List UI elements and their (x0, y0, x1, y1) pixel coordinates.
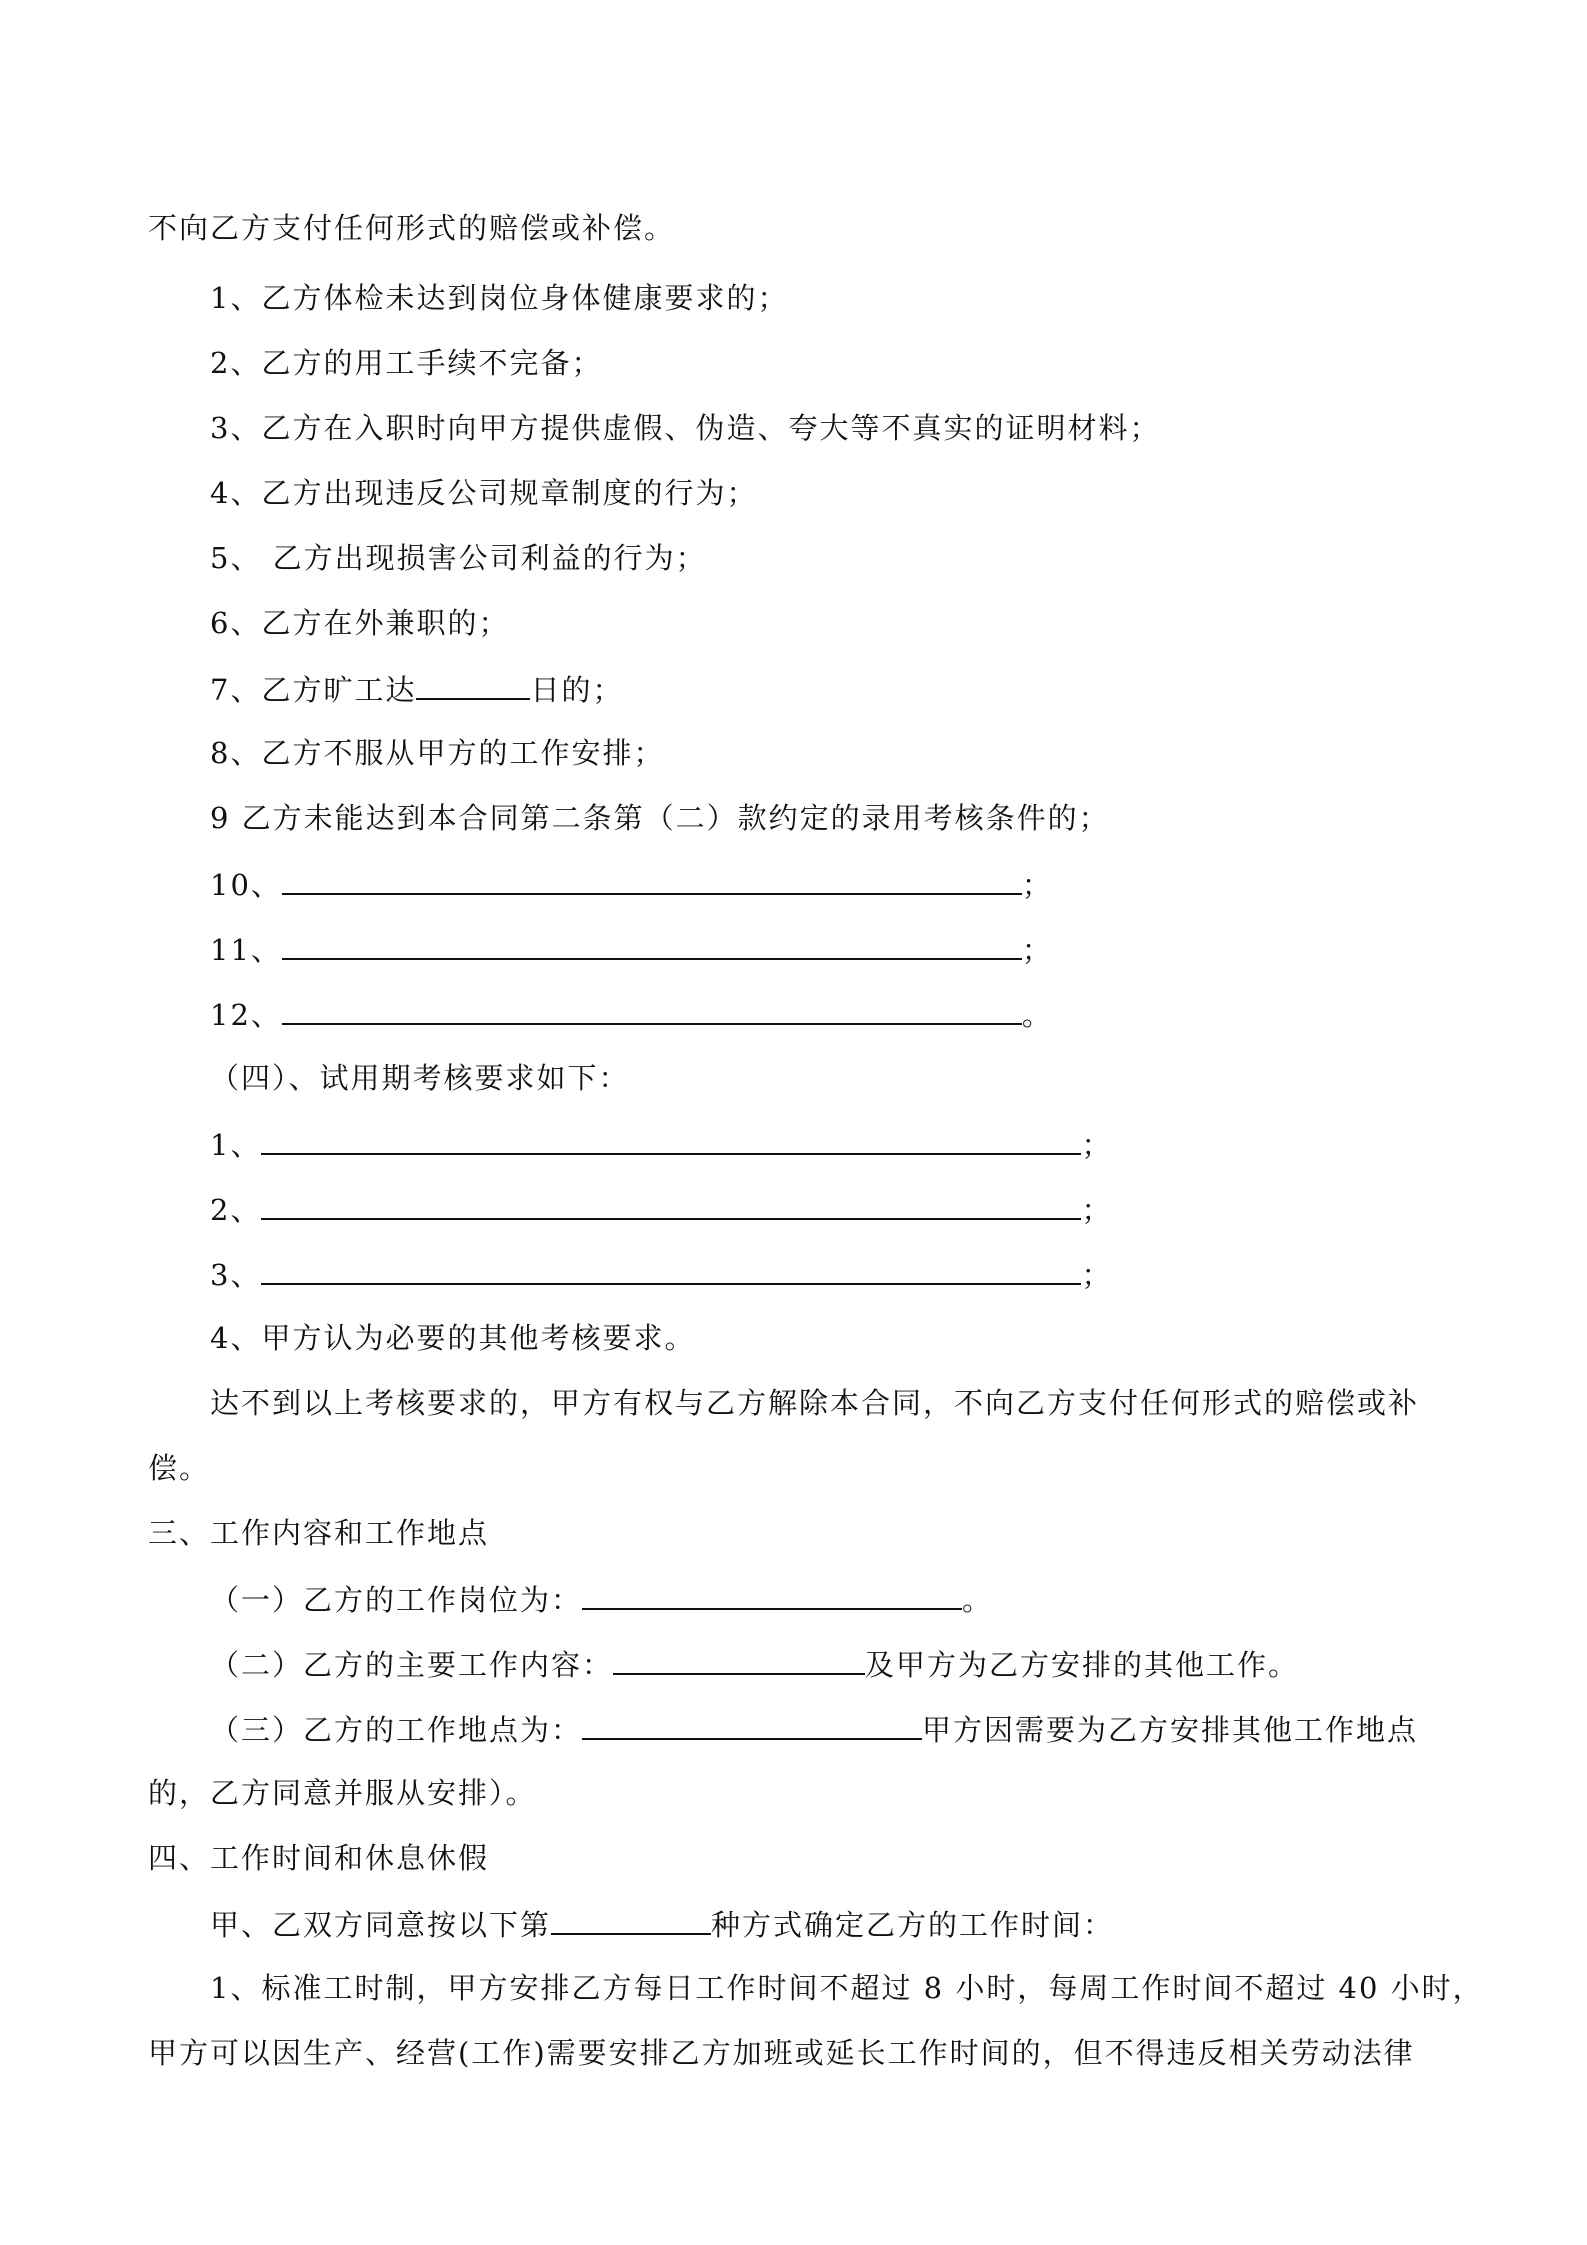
job-content-line (210, 1643, 1299, 1683)
work-time-label: 甲、乙双方同意按以下第 (210, 1908, 552, 1942)
item-12-blank[interactable] (282, 993, 1022, 1025)
paragraph-intro-tail: 不向乙方支付任何形式的赔偿或补偿。 (148, 211, 676, 245)
list-item-10-number: 10、 (210, 868, 282, 902)
job-post-blank[interactable] (582, 1578, 962, 1610)
requirement-2 (210, 1188, 1112, 1228)
item-11-blank[interactable] (282, 928, 1022, 960)
list-item-8: 8、乙方不服从甲方的工作安排； (210, 736, 665, 770)
list-item-10-end: ； (1021, 868, 1053, 902)
list-item-7-prefix: 7、乙方旷工达 (210, 673, 417, 707)
requirement-1-number: 1、 (210, 1128, 262, 1162)
list-item-1: 1、乙方体检未达到岗位身体健康要求的； (210, 281, 789, 315)
requirement-3-number: 3、 (210, 1258, 262, 1292)
work-place-label: （三）乙方的工作地点为： (210, 1713, 583, 1747)
heading-section-4: 四、工作时间和休息休假 (148, 1841, 490, 1875)
list-item-9: 9 乙方未能达到本合同第二条第（二）款约定的录用考核条件的； (210, 801, 1110, 835)
requirement-3-end: ； (1081, 1258, 1113, 1292)
requirement-3 (210, 1253, 1112, 1293)
requirement-1 (210, 1123, 1112, 1163)
list-item-10 (210, 863, 1053, 903)
list-item-12-number: 12、 (210, 998, 282, 1032)
list-item-5: 5、 乙方出现损害公司利益的行为； (210, 541, 707, 575)
days-blank[interactable] (416, 668, 530, 700)
requirement-4: 4、甲方认为必要的其他考核要求。 (210, 1321, 696, 1355)
list-item-6: 6、乙方在外兼职的； (210, 606, 510, 640)
job-content-suffix: 及甲方为乙方安排的其他工作。 (865, 1648, 1300, 1682)
job-content-label: （二）乙方的主要工作内容： (210, 1648, 614, 1682)
requirement-2-blank[interactable] (261, 1188, 1081, 1220)
requirement-2-number: 2、 (210, 1193, 262, 1227)
paragraph-fail-line1: 达不到以上考核要求的，甲方有权与乙方解除本合同，不向乙方支付任何形式的赔偿或补 (210, 1386, 1420, 1420)
requirement-1-blank[interactable] (261, 1123, 1081, 1155)
standard-hours-line1: 1、标准工时制，甲方安排乙方每日工作时间不超过 8 小时，每周工作时间不超过 40 小时， (210, 1971, 1484, 2005)
list-item-4: 4、乙方出现违反公司规章制度的行为； (210, 476, 758, 510)
heading-section-3: 三、工作内容和工作地点 (148, 1516, 490, 1550)
requirement-2-end: ； (1081, 1193, 1113, 1227)
job-post-label: （一）乙方的工作岗位为： (210, 1583, 583, 1617)
list-item-7-suffix: 日的； (530, 673, 624, 707)
list-item-11-number: 11、 (210, 933, 282, 967)
requirement-1-end: ； (1081, 1128, 1113, 1162)
list-item-2: 2、乙方的用工手续不完备； (210, 346, 603, 380)
list-item-12-end: 。 (1021, 998, 1053, 1032)
list-item-11-end: ； (1021, 933, 1053, 967)
work-place-line (210, 1708, 1418, 1748)
work-place-blank[interactable] (582, 1708, 922, 1740)
paragraph-fail-line2: 偿。 (148, 1451, 211, 1485)
work-time-blank[interactable] (551, 1903, 711, 1935)
standard-hours-line2: 甲方可以因生产、经营(工作)需要安排乙方加班或延长工作时间的，但不得违反相关劳动法律 (148, 2036, 1415, 2070)
work-place-line2: 的，乙方同意并服从安排）。 (148, 1776, 537, 1810)
job-post-end: 。 (962, 1583, 994, 1617)
work-time-line (210, 1903, 1114, 1943)
work-time-suffix: 种方式确定乙方的工作时间： (711, 1908, 1115, 1942)
work-place-suffix: 甲方因需要为乙方安排其他工作地点 (922, 1713, 1419, 1747)
list-item-11 (210, 928, 1053, 968)
list-item-3: 3、乙方在入职时向甲方提供虚假、伪造、夸大等不真实的证明材料； (210, 411, 1161, 445)
list-item-12 (210, 993, 1053, 1033)
job-post-line (210, 1578, 993, 1618)
job-content-blank[interactable] (613, 1643, 865, 1675)
section-4-title: （四）、试用期考核要求如下： (210, 1061, 630, 1095)
item-10-blank[interactable] (282, 863, 1022, 895)
requirement-3-blank[interactable] (261, 1253, 1081, 1285)
list-item-7 (210, 668, 623, 708)
